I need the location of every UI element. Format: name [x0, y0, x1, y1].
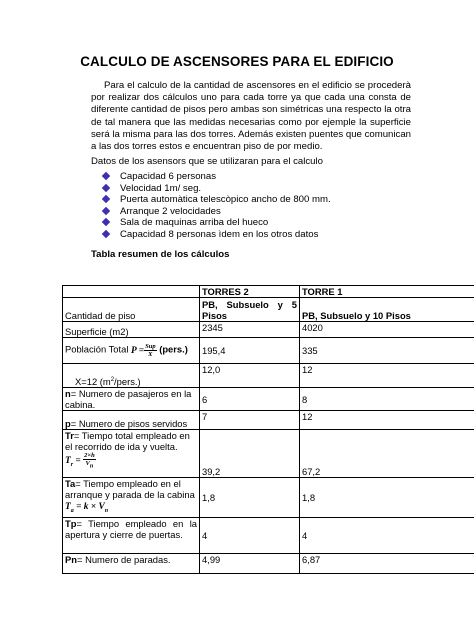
list-item: Velocidad 1m/ seg.: [100, 183, 331, 195]
diamond-bullet-icon: [102, 218, 110, 226]
cell-torre-1: 67,2: [300, 430, 474, 478]
cell-torres-2: 4: [200, 518, 300, 554]
cell-torres-2: 1,8: [200, 478, 300, 518]
diamond-bullet-icon: [102, 230, 110, 238]
list-item: Arranque 2 velocidades: [100, 206, 331, 218]
datos-heading: Datos de los asensors que se utilizaran para el calculo: [91, 156, 323, 167]
cell-torre-1: PB, Subsuelo y 10 Pisos: [300, 298, 474, 322]
table-row: [63, 478, 474, 518]
cell-torres-2: 7: [200, 411, 300, 430]
table-row: [63, 388, 474, 411]
table-row: [63, 322, 474, 338]
diamond-bullet-icon: [102, 195, 110, 203]
table-row: [63, 364, 474, 388]
table-row: [63, 338, 474, 364]
row-label: Pn= Numero de paradas.: [63, 554, 200, 574]
table-row: [63, 298, 474, 322]
cell-torres-2: 2345: [200, 322, 300, 338]
header-cell-torres-2: TORRES 2: [200, 286, 300, 298]
cell-torres-2: 39,2: [200, 430, 300, 478]
diamond-bullet-icon: [102, 207, 110, 215]
table-title: Tabla resumen de los cálculos: [91, 249, 230, 260]
header-cell-torre-1: TORRE 1: [300, 286, 474, 298]
cell-torre-1: 6,87: [300, 554, 474, 574]
table-row: [63, 430, 474, 478]
row-label: X=12 $(m^2/pers.)$: [63, 364, 200, 388]
cell-torre-1: 12: [300, 411, 474, 430]
table-row: [63, 411, 474, 430]
cell-torres-2: 4,99: [200, 554, 300, 574]
formula: $T_r$ = $\frac{2\times h}{V_n}$: [65, 452, 95, 470]
elevator-data-list: [100, 171, 331, 241]
row-label: Cantidad de piso: [63, 298, 200, 322]
row-label: n= Numero de pasajeros en la cabina.: [63, 388, 200, 411]
list-item: Capacidad 6 personas: [100, 171, 331, 183]
intro-paragraph: Para el calculo de la cantidad de ascensores en el edificio se procederà por realizar dos cálculos uno para cada torre ya que cada una consta de diferente cantidad de pisos pero ambas son simétricas una respecto la otra de tal manera que las medidas necesarias como por ejemple la superficie será la misma para las dos torres. Además existen puentes que comunican a las dos torres estos e encuentran piso de por medio.: [91, 80, 411, 153]
diamond-bullet-icon: [102, 183, 110, 191]
row-label: Tp= Tiempo empleado en la apertura y cierre de puertas.: [63, 518, 200, 554]
cell-torres-2: 6: [200, 388, 300, 411]
formula: P = $\frac{\text{Sup}}{X}$: [131, 343, 156, 358]
row-label: Ta= Tiempo empleado en el arranque y parada de la cabina $T_a = k \times V_n$: [63, 478, 200, 518]
table-row: [63, 518, 474, 554]
cell-torre-1: 4020: [300, 322, 474, 338]
cell-torre-1: 8: [300, 388, 474, 411]
summary-table: [62, 285, 474, 574]
cell-torre-1: 335: [300, 338, 474, 364]
diamond-bullet-icon: [102, 172, 110, 180]
list-item: Capacidad 8 personas ìdem en los otros datos: [100, 229, 331, 241]
row-label: Tr= Tiempo total empleado en el recorrido de ida y vuelta. $T_r$ = $\frac{2\times h}{V_n}$: [63, 430, 200, 478]
list-item: Sala de maquinas arriba del hueco: [100, 217, 331, 229]
cell-torre-1: 12: [300, 364, 474, 388]
document-title: CALCULO DE ASCENSORES PARA EL EDIFICIO: [80, 54, 394, 69]
table-header-row: [63, 286, 474, 298]
formula: $T_a = k \times V_n$: [65, 502, 109, 514]
row-label: Población Total P = $\frac{\text{Sup}}{X}$ (pers.): [63, 338, 200, 364]
cell-torres-2: 12,0: [200, 364, 300, 388]
cell-torres-2: PB, Subsuelo y 5 Pisos: [200, 298, 300, 322]
cell-torres-2: 195,4: [200, 338, 300, 364]
cell-torre-1: 4: [300, 518, 474, 554]
cell-torre-1: 1,8: [300, 478, 474, 518]
row-label: Superficie (m2): [63, 322, 200, 338]
table-row: [63, 554, 474, 574]
list-item: Puerta automàtica telescòpico ancho de 800 mm.: [100, 194, 331, 206]
header-cell: [63, 286, 200, 298]
row-label: p= Numero de pisos servidos: [63, 411, 200, 430]
